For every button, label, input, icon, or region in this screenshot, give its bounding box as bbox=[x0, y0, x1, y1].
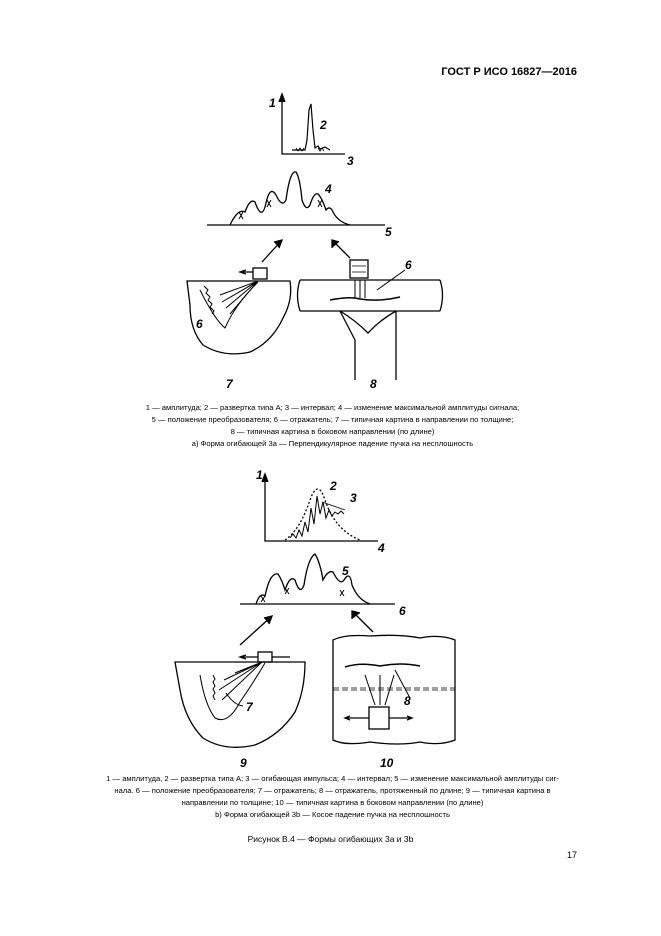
label-b-7: 7 bbox=[246, 700, 253, 714]
label-b-5: 5 bbox=[342, 564, 349, 578]
envelope-curve-b bbox=[256, 554, 370, 604]
subcaption-a: а) Форма огибающей 3а — Перпендикулярное падение пучка на несплошность bbox=[191, 439, 474, 448]
label-view-10: 10 bbox=[380, 756, 394, 770]
label-b-3: 3 bbox=[350, 491, 357, 505]
label-a-1: 1 bbox=[269, 96, 276, 110]
legend-b-line-1: 1 — амплитуда, 2 — развертка типа А; 3 — огибающая импульса; 4 — интервал; 5 — изменение максимальной амплитуды сиг- bbox=[106, 774, 559, 783]
legend-a-line-1: 1 — амплитуда; 2 — развертка типа А; 3 — интервал; 4 — изменение максимальной амплитуды сигнала; bbox=[145, 403, 520, 412]
legend-b-line-2: нала. 6 — положение преобразователя; 7 — отражатель; 8 — отражатель, протяженный по длине; 9 — типичная картина в bbox=[114, 786, 551, 795]
legend-a-line-2: 5 — положение преобразователя; 6 — отражатель; 7 — типичная картина в направлении по толщине; bbox=[151, 415, 514, 424]
label-a-6: 6 bbox=[196, 317, 203, 331]
legend-b-line-3: направлении по толщине; 10 — типичная картина в боковом направлении (по длине) bbox=[181, 798, 484, 807]
legend-a-line-3: 8 — типичная картина в боковом направлении (по длине) bbox=[230, 427, 435, 436]
probe-9 bbox=[258, 652, 272, 662]
label-view-7: 7 bbox=[226, 377, 233, 391]
probe-10 bbox=[369, 707, 389, 729]
label-b-4: 4 bbox=[378, 541, 385, 555]
subcaption-b: b) Форма огибающей 3b — Косое падение пучка на несплошность bbox=[215, 810, 450, 819]
label-view-8: 8 bbox=[370, 377, 377, 391]
label-a-2: 2 bbox=[320, 118, 327, 132]
label-b-8: 8 bbox=[404, 694, 411, 708]
legend-b bbox=[40, 773, 625, 821]
label-a-5: 5 bbox=[385, 225, 392, 239]
specimen-b-thickness bbox=[175, 662, 305, 747]
b-scan-envelope-pulse bbox=[285, 489, 360, 540]
label-b-1: 1 bbox=[256, 468, 263, 482]
figure-title: Рисунок В.4 — Формы огибающих 3а и 3b bbox=[247, 834, 414, 844]
label-b-6: 6 bbox=[399, 604, 406, 618]
label-a-4: 4 bbox=[325, 182, 332, 196]
label-a-6b: 6 bbox=[405, 258, 412, 272]
label-view-9: 9 bbox=[240, 756, 247, 770]
b-scan-signal bbox=[290, 496, 344, 538]
page-number: 17 bbox=[566, 850, 577, 860]
label-b-2: 2 bbox=[330, 479, 337, 493]
label-a-3: 3 bbox=[347, 154, 354, 168]
standard-header: ГОСТ Р ИСО 16827—2016 bbox=[441, 66, 577, 78]
